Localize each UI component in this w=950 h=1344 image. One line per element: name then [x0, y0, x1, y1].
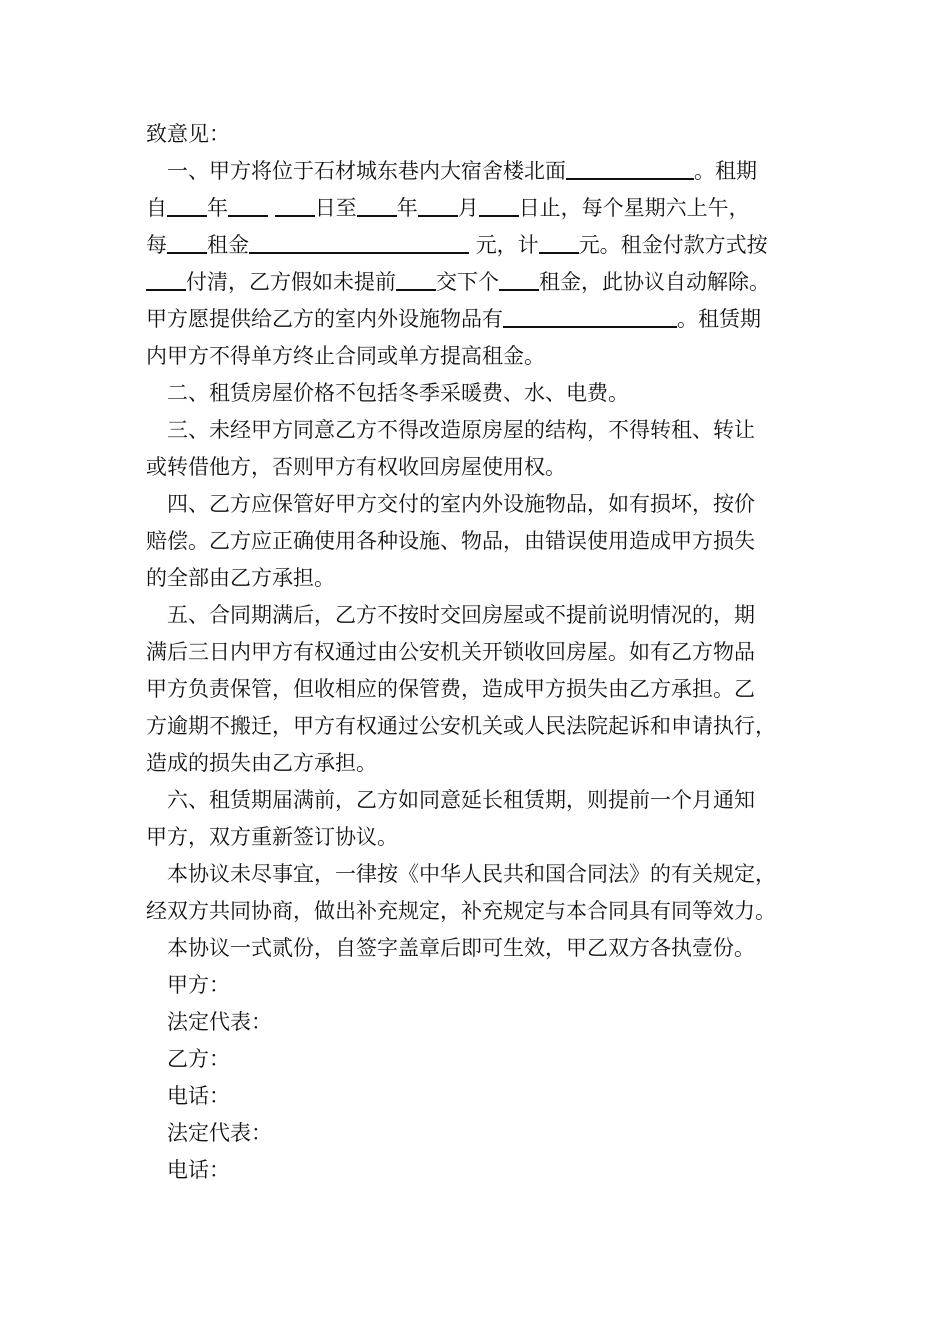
clause-4-line: 四、乙方应保管好甲方交付的室内外设施物品，如有损坏，按价 [167, 492, 755, 516]
clause-3-line: 三、未经甲方同意乙方不得改造原房屋的结构，不得转租、转让 [167, 418, 755, 442]
clause-1-line-4 [146, 264, 828, 301]
clause-1-line-1 [146, 153, 828, 190]
clause-1-text: 年 [396, 196, 418, 220]
clause-4-line: 的全部由乙方承担。 [146, 566, 335, 590]
legal-rep-b-label: 法定代表： [167, 1121, 272, 1145]
blank-field-end-month [418, 193, 458, 217]
clause-5 [146, 597, 828, 782]
clause-1-text: 日至 [314, 196, 357, 220]
phone-label: 电话： [167, 1084, 230, 1108]
blank-field-start-month [228, 193, 268, 217]
clause-1-text: 一、甲方将位于石材城东巷内大宿舍楼北面 [167, 159, 566, 183]
blank-field-location [566, 156, 694, 180]
clause-3-line: 或转借他方，否则甲方有权收回房屋使用权。 [146, 455, 566, 479]
blank-field-advance [396, 267, 436, 291]
clause-3 [146, 412, 828, 486]
clause-1-text: 。租期 [694, 159, 757, 183]
blank-field-facilities [503, 304, 677, 328]
clause-5-line: 方逾期不搬迁，甲方有权通过公安机关或人民法院起诉和申请执行， [146, 714, 776, 738]
clause-1-text: 月 [457, 196, 479, 220]
clause-5-line: 满后三日内甲方有权通过由公安机关开锁收回房屋。如有乙方物品 [146, 640, 755, 664]
blank-field-rent-amount [539, 230, 579, 254]
clause-5-line: 造成的损失由乙方承担。 [146, 751, 377, 775]
clause-4 [146, 486, 828, 597]
blank-field-end-year [357, 193, 397, 217]
clause-1-text: 甲方愿提供给乙方的室内外设施物品有 [146, 307, 503, 331]
blank-field-end-day [479, 193, 519, 217]
clause-6-line: 甲方，双方重新签订协议。 [146, 825, 398, 849]
clause-5-line: 五、合同期满后，乙方不按时交回房屋或不提前说明情况的，期 [167, 603, 755, 627]
clause-1-line-6: 内甲方不得单方终止合同或单方提高租金。 [146, 344, 545, 368]
clause-2: 二、租赁房屋价格不包括冬季采暖费、水、电费。 [167, 381, 629, 405]
clause-1-text: 年 [207, 196, 228, 220]
clause-1 [146, 153, 828, 375]
blank-field-payment-method [146, 267, 186, 291]
clause-1-text: 租金 [207, 233, 249, 257]
party-b-label: 乙方： [167, 1047, 230, 1071]
blank-field-start-year [167, 193, 207, 217]
clause-1-text: 每 [146, 233, 167, 257]
clause-1-text: 。租赁期 [677, 307, 761, 331]
clause-1-text: 自 [146, 196, 167, 220]
supplement-line: 本协议未尽事宜，一律按《中华人民共和国合同法》的有关规定， [167, 862, 776, 886]
clause-1-text: 付清，乙方假如未提前 [186, 270, 396, 294]
clause-4-line: 赔偿。乙方应正确使用各种设施、物品，由错误使用造成甲方损失 [146, 529, 755, 553]
clause-1-line-5 [146, 301, 828, 338]
contract-page [146, 116, 828, 1189]
clause-6 [146, 782, 828, 856]
clause-6-line: 六、租赁期届满前，乙方如同意延长租赁期，则提前一个月通知 [167, 788, 755, 812]
supplement-clause [146, 856, 828, 930]
party-a-label: 甲方： [167, 973, 230, 997]
clause-1-line-3 [146, 227, 828, 264]
opening-line: 致意见： [146, 122, 230, 146]
legal-rep-a-label: 法定代表： [167, 1010, 272, 1034]
blank-field-next-period [499, 267, 539, 291]
copies-clause: 本协议一式贰份，自签字盖章后即可生效，甲乙双方各执壹份。 [167, 936, 755, 960]
blank-field-start-day [275, 193, 315, 217]
clause-1-text: 租金，此协议自动解除。 [539, 270, 770, 294]
clause-5-line: 甲方负责保管，但收相应的保管费，造成甲方损失由乙方承担。乙 [146, 677, 755, 701]
clause-1-text: 元，计 [475, 233, 539, 257]
clause-1-text: 交下个 [436, 270, 499, 294]
clause-1-line-2 [146, 190, 828, 227]
supplement-line: 经双方共同协商，做出补充规定，补充规定与本合同具有同等效力。 [146, 899, 776, 923]
blank-field-period [167, 230, 207, 254]
clause-1-text: 元。租金付款方式按 [578, 233, 768, 257]
blank-field-rent-words [249, 230, 469, 254]
phone-label: 电话： [167, 1158, 230, 1182]
clause-1-text: 日止，每个星期六上午， [518, 196, 750, 220]
signature-block [146, 967, 828, 1189]
